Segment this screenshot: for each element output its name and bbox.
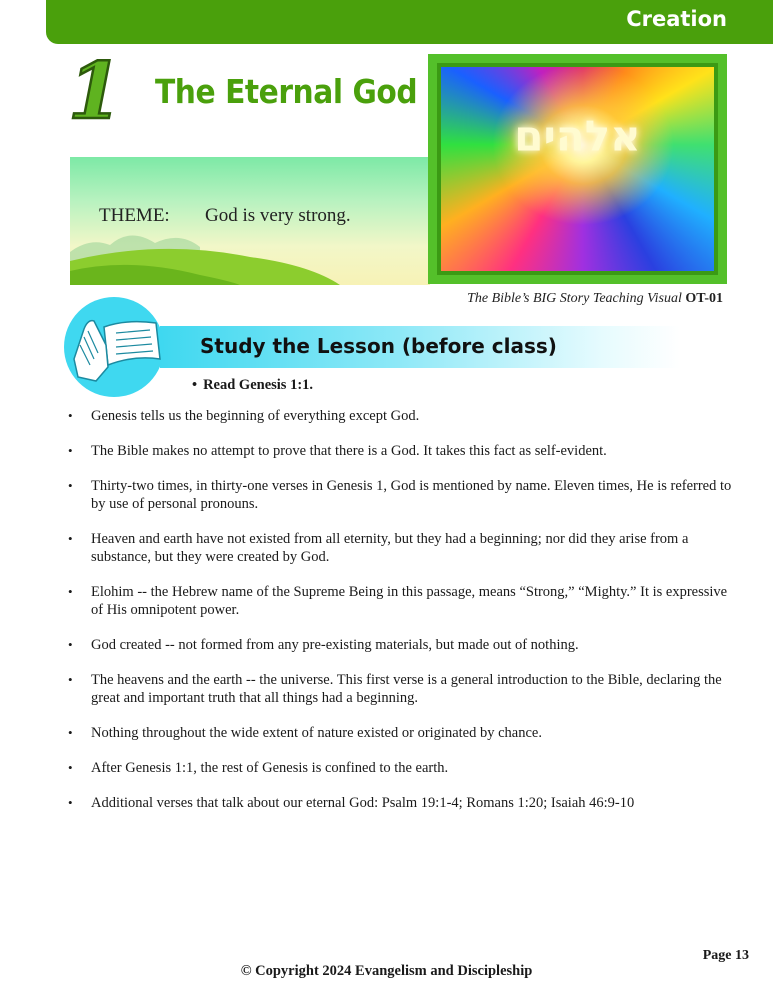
reading-assignment: • Read Genesis 1:1. [192, 377, 313, 394]
list-item: • God created -- not formed from any pre-existing materials, but made out of nothing. [68, 636, 738, 654]
theme-label: THEME: [99, 205, 170, 226]
list-item: • Thirty-two times, in thirty-one verses in Genesis 1, God is mentioned by name. Eleven times, He is referred to by use of personal pronouns. [68, 477, 738, 513]
section-title: Creation [626, 7, 727, 31]
page-number: Page 13 [702, 948, 749, 963]
study-title: Study the Lesson (before class) [200, 334, 557, 358]
lesson-points-list [68, 407, 738, 829]
list-item: • The heavens and the earth -- the universe. This first verse is a general introduction to the Bible, declaring the great and important truth that all things had a beginning. [68, 671, 738, 707]
lesson-title: The Eternal God [155, 72, 418, 111]
visual-caption-code: OT-01 [685, 291, 723, 306]
teaching-visual [428, 54, 727, 284]
copyright: © Copyright 2024 Evangelism and Discipleship [240, 963, 533, 979]
theme-panel [70, 157, 430, 285]
list-item: • After Genesis 1:1, the rest of Genesis is confined to the earth. [68, 759, 738, 777]
lesson-number: 1 [68, 46, 123, 137]
list-item: • Nothing throughout the wide extent of nature existed or originated by chance. [68, 724, 738, 742]
study-icon-circle [64, 297, 164, 397]
list-item: • Additional verses that talk about our eternal God: Psalm 19:1-4; Romans 1:20; Isaiah 46:9-10 [68, 794, 738, 812]
praying-hands-bible-icon [64, 297, 164, 397]
visual-caption-title: The Bible’s BIG Story Teaching Visual [467, 291, 682, 306]
hebrew-elohim-text: אלהים [514, 111, 641, 161]
teaching-visual-image [437, 63, 718, 275]
visual-caption [467, 291, 723, 307]
theme-text: God is very strong. [205, 205, 351, 226]
list-item: • Heaven and earth have not existed from all eternity, but they had a beginning; nor did they arise from a substance, but they were created by God. [68, 530, 738, 566]
theme-line [99, 205, 351, 227]
list-item: • The Bible makes no attempt to prove that there is a God. It takes this fact as self-evident. [68, 442, 738, 460]
list-item: • Elohim -- the Hebrew name of the Supreme Being in this passage, means “Strong,” “Mighty.” It is expressive of His omnipotent power. [68, 583, 738, 619]
section-header-bar [46, 0, 773, 44]
list-item: • Genesis tells us the beginning of everything except God. [68, 407, 738, 425]
